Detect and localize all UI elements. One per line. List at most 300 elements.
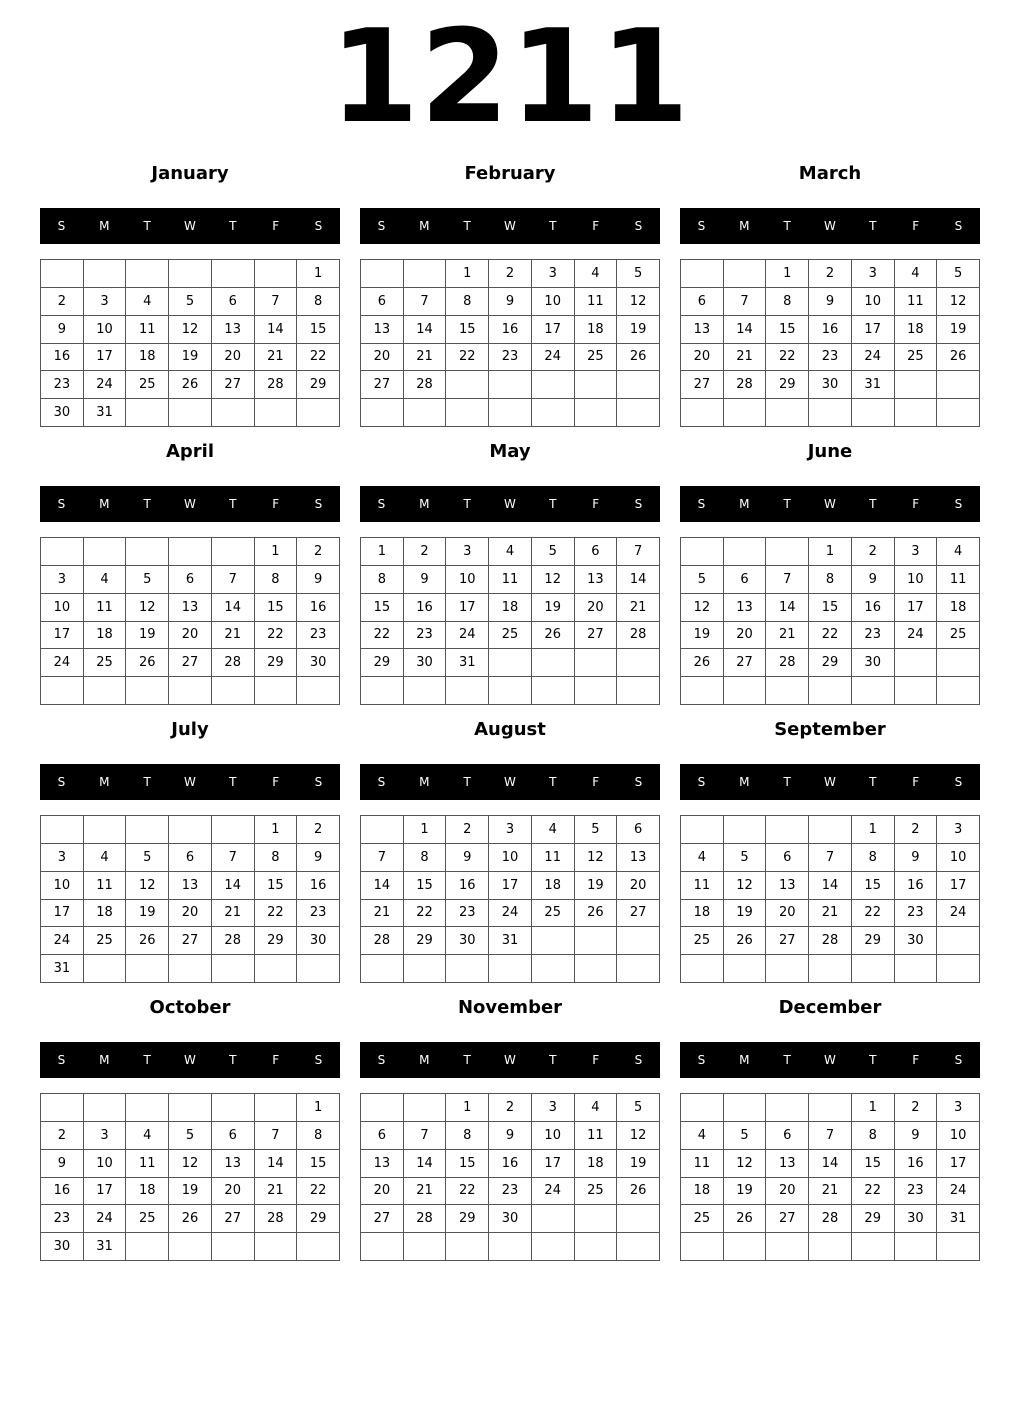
day-cell: 8 [297, 1122, 340, 1150]
day-cell: 13 [766, 872, 809, 900]
day-cell: 10 [852, 288, 895, 316]
day-cell: 22 [766, 344, 809, 372]
empty-day-cell [361, 816, 404, 844]
empty-day-cell [255, 677, 298, 705]
day-cell: 5 [575, 816, 618, 844]
day-cell: 20 [681, 344, 724, 372]
day-cell: 26 [617, 344, 660, 372]
day-cell: 17 [937, 872, 980, 900]
day-cell: 13 [681, 316, 724, 344]
empty-day-cell [84, 260, 127, 288]
day-cell: 7 [212, 566, 255, 594]
empty-day-cell [895, 955, 938, 983]
empty-day-cell [937, 927, 980, 955]
empty-day-cell [809, 1233, 852, 1261]
day-cell: 8 [404, 844, 447, 872]
day-cell: 14 [724, 316, 767, 344]
day-cell: 30 [895, 1205, 938, 1233]
empty-day-cell [532, 1205, 575, 1233]
day-cell: 28 [212, 649, 255, 677]
day-cell: 29 [766, 371, 809, 399]
weekday-label: F [592, 1053, 600, 1067]
day-cell: 10 [41, 594, 84, 622]
days-grid [360, 259, 660, 427]
day-cell: 19 [169, 1178, 212, 1206]
empty-day-cell [681, 1094, 724, 1122]
weekday-label: F [272, 1053, 280, 1067]
days-grid [40, 815, 340, 983]
empty-day-cell [212, 1094, 255, 1122]
days-grid [680, 1093, 980, 1261]
day-cell: 28 [617, 622, 660, 650]
day-cell: 18 [126, 1178, 169, 1206]
empty-day-cell [446, 677, 489, 705]
day-cell: 24 [84, 371, 127, 399]
day-cell: 13 [617, 844, 660, 872]
day-cell: 11 [489, 566, 532, 594]
day-cell: 15 [255, 872, 298, 900]
day-cell: 28 [766, 649, 809, 677]
day-cell: 2 [41, 288, 84, 316]
day-cell: 11 [126, 1150, 169, 1178]
day-cell: 2 [297, 538, 340, 566]
empty-day-cell [169, 399, 212, 427]
day-cell: 16 [446, 872, 489, 900]
weekday-label: M [419, 219, 430, 233]
day-cell: 15 [297, 316, 340, 344]
day-cell: 16 [297, 872, 340, 900]
empty-day-cell [169, 538, 212, 566]
weekday-label: W [504, 497, 516, 511]
day-cell: 8 [766, 288, 809, 316]
day-cell: 26 [532, 622, 575, 650]
day-cell: 23 [446, 900, 489, 928]
empty-day-cell [255, 399, 298, 427]
day-cell: 2 [404, 538, 447, 566]
weekday-label: S [697, 775, 706, 789]
day-cell: 24 [489, 900, 532, 928]
empty-day-cell [724, 677, 767, 705]
weekday-header [40, 208, 340, 244]
day-cell: 23 [404, 622, 447, 650]
day-cell: 20 [169, 900, 212, 928]
weekday-header [360, 1042, 660, 1078]
weekday-label: S [954, 497, 963, 511]
day-cell: 4 [681, 844, 724, 872]
day-cell: 12 [937, 288, 980, 316]
day-cell: 25 [84, 649, 127, 677]
day-cell: 25 [489, 622, 532, 650]
year-title: 1211 [329, 3, 691, 152]
day-cell: 3 [446, 538, 489, 566]
empty-day-cell [169, 260, 212, 288]
day-cell: 30 [41, 399, 84, 427]
day-cell: 30 [297, 649, 340, 677]
day-cell: 31 [84, 1233, 127, 1261]
days-grid [680, 259, 980, 427]
empty-day-cell [937, 955, 980, 983]
day-cell: 1 [361, 538, 404, 566]
day-cell: 17 [446, 594, 489, 622]
weekday-label: T [783, 497, 791, 511]
day-cell: 27 [361, 371, 404, 399]
empty-day-cell [895, 371, 938, 399]
weekday-label: W [824, 1053, 836, 1067]
day-cell: 26 [126, 927, 169, 955]
weekday-label: T [143, 1053, 151, 1067]
day-cell: 6 [212, 1122, 255, 1150]
day-cell: 17 [937, 1150, 980, 1178]
day-cell: 11 [532, 844, 575, 872]
day-cell: 12 [126, 872, 169, 900]
empty-day-cell [532, 955, 575, 983]
empty-day-cell [255, 1233, 298, 1261]
day-cell: 23 [895, 900, 938, 928]
day-cell: 7 [255, 1122, 298, 1150]
day-cell: 10 [895, 566, 938, 594]
empty-day-cell [724, 1094, 767, 1122]
day-cell: 27 [212, 371, 255, 399]
empty-day-cell [446, 371, 489, 399]
day-cell: 9 [41, 1150, 84, 1178]
day-cell: 26 [681, 649, 724, 677]
weekday-label: M [739, 219, 750, 233]
day-cell: 8 [297, 288, 340, 316]
day-cell: 4 [895, 260, 938, 288]
empty-day-cell [617, 677, 660, 705]
empty-day-cell [41, 677, 84, 705]
day-cell: 25 [937, 622, 980, 650]
day-cell: 23 [297, 900, 340, 928]
day-cell: 5 [724, 844, 767, 872]
weekday-label: S [634, 219, 643, 233]
weekday-header [680, 764, 980, 800]
day-cell: 13 [212, 1150, 255, 1178]
empty-day-cell [852, 955, 895, 983]
day-cell: 15 [446, 1150, 489, 1178]
day-cell: 9 [41, 316, 84, 344]
empty-day-cell [617, 955, 660, 983]
day-cell: 29 [255, 649, 298, 677]
weekday-label: T [869, 775, 877, 789]
empty-day-cell [84, 677, 127, 705]
empty-day-cell [297, 399, 340, 427]
empty-day-cell [126, 1094, 169, 1122]
day-cell: 30 [809, 371, 852, 399]
day-cell: 4 [532, 816, 575, 844]
day-cell: 6 [169, 566, 212, 594]
day-cell: 12 [681, 594, 724, 622]
day-cell: 22 [255, 900, 298, 928]
day-cell: 31 [852, 371, 895, 399]
day-cell: 9 [297, 566, 340, 594]
day-cell: 29 [361, 649, 404, 677]
empty-day-cell [169, 955, 212, 983]
day-cell: 25 [532, 900, 575, 928]
day-cell: 1 [255, 538, 298, 566]
day-cell: 23 [297, 622, 340, 650]
weekday-label: W [184, 775, 196, 789]
day-cell: 9 [895, 844, 938, 872]
empty-day-cell [126, 399, 169, 427]
empty-day-cell [126, 260, 169, 288]
empty-day-cell [489, 371, 532, 399]
weekday-label: M [739, 1053, 750, 1067]
day-cell: 17 [84, 1178, 127, 1206]
day-cell: 24 [937, 1178, 980, 1206]
day-cell: 8 [446, 288, 489, 316]
day-cell: 14 [212, 594, 255, 622]
day-cell: 24 [41, 649, 84, 677]
day-cell: 21 [809, 900, 852, 928]
day-cell: 10 [937, 1122, 980, 1150]
day-cell: 6 [617, 816, 660, 844]
empty-day-cell [169, 677, 212, 705]
day-cell: 25 [681, 1205, 724, 1233]
day-cell: 20 [361, 1178, 404, 1206]
day-cell: 2 [489, 260, 532, 288]
day-cell: 21 [809, 1178, 852, 1206]
day-cell: 24 [852, 344, 895, 372]
day-cell: 23 [489, 1178, 532, 1206]
day-cell: 3 [84, 288, 127, 316]
day-cell: 25 [575, 1178, 618, 1206]
day-cell: 4 [937, 538, 980, 566]
empty-day-cell [937, 649, 980, 677]
day-cell: 30 [404, 649, 447, 677]
day-cell: 22 [255, 622, 298, 650]
day-cell: 11 [681, 1150, 724, 1178]
day-cell: 8 [852, 1122, 895, 1150]
weekday-label: W [504, 219, 516, 233]
day-cell: 25 [84, 927, 127, 955]
empty-day-cell [404, 260, 447, 288]
day-cell: 6 [724, 566, 767, 594]
weekday-label: S [57, 1053, 66, 1067]
weekday-label: T [549, 497, 557, 511]
day-cell: 31 [41, 955, 84, 983]
day-cell: 8 [255, 566, 298, 594]
day-cell: 18 [575, 316, 618, 344]
day-cell: 20 [575, 594, 618, 622]
empty-day-cell [617, 1205, 660, 1233]
day-cell: 7 [809, 844, 852, 872]
day-cell: 9 [297, 844, 340, 872]
weekday-label: T [463, 219, 471, 233]
weekday-label: M [419, 1053, 430, 1067]
day-cell: 31 [489, 927, 532, 955]
empty-day-cell [895, 1233, 938, 1261]
day-cell: 7 [404, 288, 447, 316]
day-cell: 13 [361, 1150, 404, 1178]
month-name: May [489, 441, 531, 462]
empty-day-cell [126, 538, 169, 566]
day-cell: 14 [255, 1150, 298, 1178]
day-cell: 10 [937, 844, 980, 872]
empty-day-cell [255, 260, 298, 288]
day-cell: 27 [361, 1205, 404, 1233]
day-cell: 19 [126, 900, 169, 928]
empty-day-cell [404, 1233, 447, 1261]
day-cell: 29 [809, 649, 852, 677]
day-cell: 19 [126, 622, 169, 650]
weekday-label: S [57, 497, 66, 511]
weekday-label: T [549, 1053, 557, 1067]
empty-day-cell [297, 955, 340, 983]
day-cell: 31 [84, 399, 127, 427]
day-cell: 23 [489, 344, 532, 372]
day-cell: 6 [575, 538, 618, 566]
empty-day-cell [724, 816, 767, 844]
day-cell: 7 [255, 288, 298, 316]
empty-day-cell [681, 816, 724, 844]
day-cell: 6 [361, 288, 404, 316]
weekday-label: T [869, 1053, 877, 1067]
empty-day-cell [212, 538, 255, 566]
weekday-label: T [143, 497, 151, 511]
day-cell: 5 [617, 1094, 660, 1122]
day-cell: 1 [297, 1094, 340, 1122]
day-cell: 17 [84, 344, 127, 372]
empty-day-cell [809, 399, 852, 427]
empty-day-cell [681, 399, 724, 427]
weekday-label: F [592, 775, 600, 789]
empty-day-cell [724, 260, 767, 288]
day-cell: 24 [84, 1205, 127, 1233]
day-cell: 15 [852, 872, 895, 900]
empty-day-cell [361, 399, 404, 427]
day-cell: 6 [681, 288, 724, 316]
weekday-label: W [504, 1053, 516, 1067]
weekday-label: W [824, 219, 836, 233]
weekday-header [40, 1042, 340, 1078]
day-cell: 3 [489, 816, 532, 844]
day-cell: 5 [937, 260, 980, 288]
weekday-label: M [419, 775, 430, 789]
weekday-header [40, 764, 340, 800]
day-cell: 28 [809, 1205, 852, 1233]
day-cell: 5 [126, 844, 169, 872]
empty-day-cell [617, 371, 660, 399]
day-cell: 9 [446, 844, 489, 872]
day-cell: 15 [852, 1150, 895, 1178]
day-cell: 18 [681, 900, 724, 928]
day-cell: 11 [575, 1122, 618, 1150]
day-cell: 1 [766, 260, 809, 288]
empty-day-cell [212, 1233, 255, 1261]
day-cell: 5 [681, 566, 724, 594]
day-cell: 29 [852, 927, 895, 955]
day-cell: 4 [84, 844, 127, 872]
day-cell: 19 [937, 316, 980, 344]
empty-day-cell [126, 1233, 169, 1261]
weekday-label: M [739, 497, 750, 511]
day-cell: 1 [852, 1094, 895, 1122]
empty-day-cell [681, 677, 724, 705]
day-cell: 26 [169, 1205, 212, 1233]
day-cell: 1 [809, 538, 852, 566]
empty-day-cell [575, 1205, 618, 1233]
empty-day-cell [532, 927, 575, 955]
weekday-label: T [229, 775, 237, 789]
day-cell: 13 [361, 316, 404, 344]
day-cell: 1 [404, 816, 447, 844]
empty-day-cell [489, 399, 532, 427]
weekday-label: W [184, 1053, 196, 1067]
days-grid [40, 259, 340, 427]
day-cell: 30 [297, 927, 340, 955]
day-cell: 14 [809, 1150, 852, 1178]
day-cell: 21 [404, 344, 447, 372]
weekday-header [680, 208, 980, 244]
day-cell: 21 [617, 594, 660, 622]
day-cell: 28 [361, 927, 404, 955]
day-cell: 26 [126, 649, 169, 677]
day-cell: 25 [575, 344, 618, 372]
day-cell: 24 [446, 622, 489, 650]
empty-day-cell [575, 371, 618, 399]
day-cell: 6 [766, 844, 809, 872]
month-name: October [149, 997, 231, 1018]
weekday-label: M [99, 497, 110, 511]
empty-day-cell [169, 816, 212, 844]
weekday-label: S [697, 219, 706, 233]
weekday-label: F [912, 219, 920, 233]
day-cell: 16 [41, 344, 84, 372]
empty-day-cell [297, 1233, 340, 1261]
day-cell: 16 [297, 594, 340, 622]
weekday-header [40, 486, 340, 522]
day-cell: 3 [937, 816, 980, 844]
weekday-label: M [99, 219, 110, 233]
weekday-label: S [314, 775, 323, 789]
day-cell: 27 [617, 900, 660, 928]
empty-day-cell [937, 677, 980, 705]
day-cell: 27 [766, 1205, 809, 1233]
empty-day-cell [169, 1233, 212, 1261]
empty-day-cell [404, 399, 447, 427]
weekday-label: M [99, 775, 110, 789]
month-name: December [778, 997, 882, 1018]
empty-day-cell [681, 260, 724, 288]
empty-day-cell [41, 538, 84, 566]
empty-day-cell [766, 399, 809, 427]
empty-day-cell [169, 1094, 212, 1122]
day-cell: 20 [724, 622, 767, 650]
empty-day-cell [404, 677, 447, 705]
weekday-label: S [954, 1053, 963, 1067]
day-cell: 6 [361, 1122, 404, 1150]
day-cell: 20 [617, 872, 660, 900]
empty-day-cell [532, 677, 575, 705]
empty-day-cell [489, 955, 532, 983]
days-grid [360, 815, 660, 983]
day-cell: 21 [255, 344, 298, 372]
empty-day-cell [809, 677, 852, 705]
month-name: January [151, 163, 229, 184]
day-cell: 27 [681, 371, 724, 399]
empty-day-cell [489, 1233, 532, 1261]
day-cell: 30 [895, 927, 938, 955]
empty-day-cell [681, 1233, 724, 1261]
day-cell: 27 [212, 1205, 255, 1233]
day-cell: 1 [255, 816, 298, 844]
day-cell: 30 [41, 1233, 84, 1261]
day-cell: 5 [724, 1122, 767, 1150]
empty-day-cell [724, 955, 767, 983]
day-cell: 27 [766, 927, 809, 955]
empty-day-cell [937, 399, 980, 427]
